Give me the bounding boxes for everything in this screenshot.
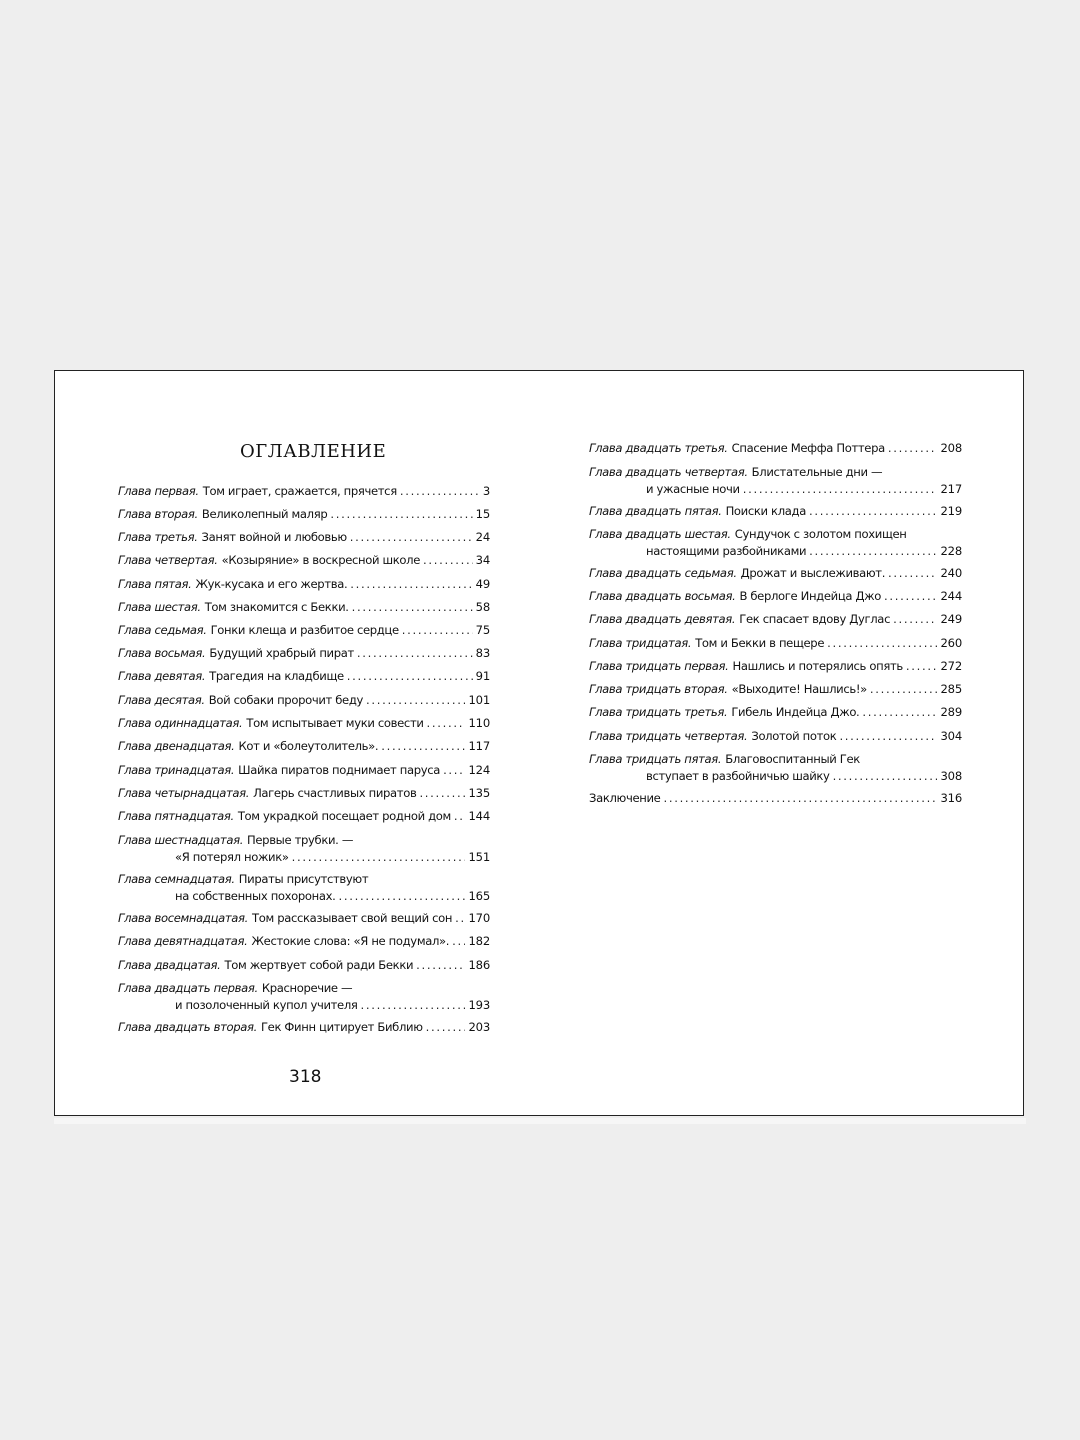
chapter-number: Глава двадцать шестая. bbox=[589, 527, 731, 541]
toc-entry-line bbox=[118, 692, 490, 709]
dot-leader bbox=[423, 552, 473, 569]
entry-page-number: 117 bbox=[468, 739, 490, 753]
toc-entry-line bbox=[589, 588, 962, 605]
chapter-number: Глава двадцать седьмая. bbox=[589, 566, 737, 580]
entry-page-number: 58 bbox=[475, 600, 490, 614]
entry-page-number: 208 bbox=[940, 441, 962, 455]
toc-entry bbox=[118, 980, 490, 1014]
toc-entry-line bbox=[589, 503, 962, 520]
entry-page-number: 83 bbox=[475, 646, 490, 660]
page-edge-shadow bbox=[54, 1118, 1026, 1124]
entry-page-number: 135 bbox=[468, 786, 490, 800]
toc-entry-line bbox=[118, 785, 490, 802]
toc-entry-line bbox=[118, 668, 490, 685]
chapter-number: Глава четырнадцатая. bbox=[118, 786, 250, 800]
chapter-title: Гонки клеща и разбитое сердце bbox=[210, 623, 399, 637]
toc-title-text: ОГЛАВЛЕНИЕ bbox=[240, 441, 387, 462]
chapter-title: Лагерь счастливых пиратов bbox=[253, 786, 417, 800]
toc-entry-line bbox=[589, 658, 962, 675]
entry-page-number: 3 bbox=[482, 484, 490, 498]
entry-page-number: 249 bbox=[940, 612, 962, 626]
chapter-title: Золотой поток bbox=[751, 729, 837, 743]
chapter-number: Глава двадцать четвертая. bbox=[589, 465, 748, 479]
entry-page-number: 316 bbox=[940, 791, 962, 805]
chapter-title: Блистательные дни — bbox=[751, 465, 883, 479]
chapter-number: Глава двадцать вторая. bbox=[118, 1020, 257, 1034]
toc-entry-line bbox=[589, 440, 962, 457]
chapter-number: Глава третья. bbox=[118, 530, 198, 544]
entry-page-number: 244 bbox=[940, 589, 962, 603]
toc-entry bbox=[589, 503, 962, 520]
toc-entry bbox=[118, 483, 490, 500]
entry-page-number: 285 bbox=[940, 682, 962, 696]
entry-page-number: 170 bbox=[468, 911, 490, 925]
chapter-number: Глава тридцать пятая. bbox=[589, 752, 722, 766]
toc-entry bbox=[118, 529, 490, 546]
entry-page-number: 203 bbox=[468, 1020, 490, 1034]
chapter-title: Поиски клада bbox=[725, 504, 806, 518]
chapter-title: Том испытывает муки совести bbox=[246, 716, 424, 730]
dot-leader bbox=[893, 611, 937, 628]
toc-entry-line bbox=[118, 849, 490, 866]
chapter-number: Глава тридцать третья. bbox=[589, 705, 728, 719]
chapter-title: Том и Бекки в пещере bbox=[695, 636, 825, 650]
entry-page-number: 49 bbox=[475, 577, 490, 591]
toc-entry bbox=[118, 910, 490, 927]
chapter-title: Сундучок с золотом похищен bbox=[734, 527, 907, 541]
chapter-number: Глава двенадцатая. bbox=[118, 739, 235, 753]
toc-entry-line bbox=[118, 957, 490, 974]
toc-entry bbox=[589, 464, 962, 498]
dot-leader bbox=[809, 543, 937, 560]
chapter-number: Глава шестнадцатая. bbox=[118, 833, 244, 847]
chapter-title: Том украдкой посещает родной дом bbox=[237, 809, 451, 823]
entry-page-number: 228 bbox=[940, 544, 962, 558]
toc-entry bbox=[589, 681, 962, 698]
dot-leader bbox=[350, 576, 472, 593]
entry-page-number: 308 bbox=[940, 769, 962, 783]
dot-leader bbox=[339, 888, 466, 905]
chapter-title: Нашлись и потерялись опять bbox=[732, 659, 903, 673]
toc-entry bbox=[118, 599, 490, 616]
dot-leader bbox=[361, 997, 466, 1014]
chapter-number: Глава двадцатая. bbox=[118, 958, 221, 972]
toc-entry-line bbox=[118, 910, 490, 927]
toc-entry-line bbox=[589, 611, 962, 628]
chapter-title: «Я потерял ножик» bbox=[175, 850, 289, 864]
entry-page-number: 24 bbox=[475, 530, 490, 544]
toc-entry-line bbox=[118, 933, 490, 950]
toc-entry bbox=[118, 506, 490, 523]
toc-entry bbox=[589, 790, 962, 807]
chapter-number: Глава восемнадцатая. bbox=[118, 911, 248, 925]
toc-entry bbox=[589, 658, 962, 675]
chapter-number: Глава восьмая. bbox=[118, 646, 206, 660]
chapter-number: Глава двадцать первая. bbox=[118, 981, 258, 995]
entry-page-number: 240 bbox=[940, 566, 962, 580]
dot-leader bbox=[402, 622, 473, 639]
entry-page-number: 182 bbox=[468, 934, 490, 948]
chapter-title: Трагедия на кладбище bbox=[209, 669, 344, 683]
toc-entry bbox=[589, 704, 962, 721]
toc-entry bbox=[118, 552, 490, 569]
entry-page-number: 260 bbox=[940, 636, 962, 650]
toc-entry bbox=[589, 728, 962, 745]
chapter-number: Глава двадцать восьмая. bbox=[589, 589, 736, 603]
toc-entry-line bbox=[118, 506, 490, 523]
chapter-title: Спасение Меффа Поттера bbox=[731, 441, 885, 455]
chapter-number: Глава двадцать пятая. bbox=[589, 504, 722, 518]
chapter-title: Гек Финн цитирует Библию bbox=[260, 1020, 423, 1034]
chapter-title: В берлоге Индейца Джо bbox=[739, 589, 881, 603]
dot-leader bbox=[416, 957, 465, 974]
dot-leader bbox=[381, 738, 465, 755]
toc-entry-line bbox=[589, 768, 962, 785]
dot-leader bbox=[426, 1019, 466, 1036]
chapter-number: Глава седьмая. bbox=[118, 623, 207, 637]
toc-entry-line bbox=[118, 997, 490, 1014]
dot-leader bbox=[455, 910, 465, 927]
entry-page-number: 91 bbox=[475, 669, 490, 683]
chapter-number: Глава четвертая. bbox=[118, 553, 218, 567]
dot-leader bbox=[906, 658, 938, 675]
chapter-number: Глава пятнадцатая. bbox=[118, 809, 234, 823]
dot-leader bbox=[352, 599, 473, 616]
toc-entry bbox=[118, 871, 490, 905]
chapter-number: Глава девятнадцатая. bbox=[118, 934, 248, 948]
chapter-title: и ужасные ночи bbox=[646, 482, 740, 496]
entry-page-number: 15 bbox=[475, 507, 490, 521]
toc-entry-line bbox=[118, 645, 490, 662]
chapter-title: Том жертвует собой ради Бекки bbox=[224, 958, 414, 972]
chapter-number: Глава вторая. bbox=[118, 507, 198, 521]
toc-entry bbox=[118, 738, 490, 755]
toc-entry bbox=[118, 576, 490, 593]
chapter-number: Глава шестая. bbox=[118, 600, 201, 614]
chapter-title: Благовоспитанный Гек bbox=[725, 752, 860, 766]
chapter-number: Глава тридцать четвертая. bbox=[589, 729, 748, 743]
entry-page-number: 186 bbox=[468, 958, 490, 972]
dot-leader bbox=[888, 440, 938, 457]
toc-entry-line bbox=[118, 832, 490, 849]
toc-entry-line bbox=[589, 790, 962, 807]
chapter-title: вступает в разбойничью шайку bbox=[646, 769, 830, 783]
entry-page-number: 272 bbox=[940, 659, 962, 673]
toc-entry bbox=[118, 785, 490, 802]
chapter-title: Жук-кусака и его жертва. bbox=[195, 577, 348, 591]
toc-entry bbox=[118, 715, 490, 732]
chapter-number: Глава первая. bbox=[118, 484, 199, 498]
toc-entry-line bbox=[589, 681, 962, 698]
chapter-number: Глава двадцать девятая. bbox=[589, 612, 736, 626]
entry-page-number: 289 bbox=[940, 705, 962, 719]
chapter-title: Том играет, сражается, прячется bbox=[202, 484, 397, 498]
toc-entry-line bbox=[118, 1019, 490, 1036]
chapter-title: Занят войной и любовью bbox=[201, 530, 347, 544]
toc-entry bbox=[118, 622, 490, 639]
dot-leader bbox=[443, 762, 465, 779]
toc-entry-line bbox=[118, 576, 490, 593]
dot-leader bbox=[809, 503, 938, 520]
toc-entry-line bbox=[118, 529, 490, 546]
toc-entry bbox=[589, 565, 962, 582]
toc-entry-line bbox=[118, 552, 490, 569]
toc-entry-line bbox=[589, 635, 962, 652]
toc-entry-line bbox=[118, 762, 490, 779]
toc-entry bbox=[118, 808, 490, 825]
chapter-number: Глава двадцать третья. bbox=[589, 441, 728, 455]
toc-entry-line bbox=[589, 526, 962, 543]
toc-entry bbox=[589, 611, 962, 628]
chapter-number: Глава семнадцатая. bbox=[118, 872, 235, 886]
chapter-number: Глава пятая. bbox=[118, 577, 192, 591]
chapter-title: Первые трубки. — bbox=[247, 833, 354, 847]
chapter-title: настоящими разбойниками bbox=[646, 544, 807, 558]
book-spread bbox=[54, 370, 1024, 1116]
entry-page-number: 144 bbox=[468, 809, 490, 823]
dot-leader bbox=[884, 588, 937, 605]
toc-entry-line bbox=[589, 728, 962, 745]
toc-entry-line bbox=[589, 543, 962, 560]
toc-entry-line bbox=[118, 808, 490, 825]
page-number: 318 bbox=[289, 1067, 322, 1087]
entry-page-number: 34 bbox=[475, 553, 490, 567]
dot-leader bbox=[454, 808, 466, 825]
toc-title bbox=[118, 441, 490, 462]
chapter-title: Кот и «болеутолитель». bbox=[238, 739, 379, 753]
dot-leader bbox=[427, 715, 466, 732]
dot-leader bbox=[833, 768, 938, 785]
dot-leader bbox=[292, 849, 466, 866]
toc-entry-line bbox=[589, 464, 962, 481]
chapter-title: Том рассказывает свой вещий сон bbox=[252, 911, 453, 925]
toc-entry-line bbox=[118, 483, 490, 500]
chapter-title: Будущий храбрый пират bbox=[209, 646, 354, 660]
entry-page-number: 151 bbox=[468, 850, 490, 864]
toc-entry-line bbox=[118, 622, 490, 639]
entry-page-number: 124 bbox=[468, 763, 490, 777]
entry-page-number: 165 bbox=[468, 889, 490, 903]
chapter-number: Глава одиннадцатая. bbox=[118, 716, 243, 730]
toc-entry bbox=[589, 526, 962, 560]
toc-entry bbox=[118, 762, 490, 779]
chapter-title: Вой собаки пророчит беду bbox=[208, 693, 363, 707]
dot-leader bbox=[452, 933, 465, 950]
toc-entry bbox=[118, 645, 490, 662]
chapter-number: Глава десятая. bbox=[118, 693, 205, 707]
entry-page-number: 304 bbox=[940, 729, 962, 743]
toc-entry-line bbox=[118, 715, 490, 732]
entry-page-number: 75 bbox=[475, 623, 490, 637]
toc-entry-line bbox=[589, 751, 962, 768]
toc-entry-line bbox=[589, 481, 962, 498]
dot-leader bbox=[400, 483, 480, 500]
toc-entry bbox=[118, 1019, 490, 1036]
chapter-title: «Козыряние» в воскресной школе bbox=[221, 553, 421, 567]
chapter-title: «Выходите! Нашлись!» bbox=[731, 682, 867, 696]
toc-entry bbox=[118, 668, 490, 685]
dot-leader bbox=[827, 635, 937, 652]
chapter-title: на собственных похоронах. bbox=[175, 889, 336, 903]
dot-leader bbox=[366, 692, 465, 709]
toc-entry-line bbox=[118, 871, 490, 888]
chapter-title: и позолоченный купол учителя bbox=[175, 998, 358, 1012]
chapter-title: Шайка пиратов поднимает паруса bbox=[238, 763, 441, 777]
chapter-title: Жестокие слова: «Я не подумал». bbox=[251, 934, 450, 948]
dot-leader bbox=[839, 728, 937, 745]
dot-leader bbox=[419, 785, 465, 802]
toc-entry bbox=[118, 933, 490, 950]
toc-entry bbox=[118, 957, 490, 974]
toc-entry-line bbox=[589, 704, 962, 721]
toc-entry-line bbox=[589, 565, 962, 582]
chapter-title: Красноречие — bbox=[261, 981, 353, 995]
dot-leader bbox=[888, 565, 937, 582]
toc-entry bbox=[589, 635, 962, 652]
entry-page-number: 217 bbox=[940, 482, 962, 496]
entry-page-number: 101 bbox=[468, 693, 490, 707]
chapter-number: Глава тридцать первая. bbox=[589, 659, 729, 673]
toc-entry-line bbox=[118, 888, 490, 905]
dot-leader bbox=[743, 481, 938, 498]
dot-leader bbox=[350, 529, 473, 546]
chapter-number: Глава тридцатая. bbox=[589, 636, 692, 650]
chapter-number: Глава тринадцатая. bbox=[118, 763, 235, 777]
entry-page-number: 219 bbox=[940, 504, 962, 518]
dot-leader bbox=[347, 668, 473, 685]
dot-leader bbox=[663, 790, 937, 807]
toc-entry bbox=[118, 692, 490, 709]
toc-entry bbox=[589, 751, 962, 785]
entry-page-number: 110 bbox=[468, 716, 490, 730]
dot-leader bbox=[330, 506, 472, 523]
toc-entry-line bbox=[118, 980, 490, 997]
toc-entry-line bbox=[118, 738, 490, 755]
chapter-title: Дрожат и выслеживают. bbox=[740, 566, 886, 580]
chapter-title: Том знакомится с Бекки. bbox=[204, 600, 349, 614]
dot-leader bbox=[357, 645, 473, 662]
chapter-title: Великолепный маляр bbox=[201, 507, 328, 521]
chapter-title: Пираты присутствуют bbox=[238, 872, 369, 886]
chapter-number: Глава девятая. bbox=[118, 669, 206, 683]
chapter-title: Гек спасает вдову Дуглас bbox=[739, 612, 891, 626]
chapter-title: Гибель Индейца Джо. bbox=[731, 705, 860, 719]
entry-page-number: 193 bbox=[468, 998, 490, 1012]
toc-entry bbox=[589, 588, 962, 605]
dot-leader bbox=[862, 704, 937, 721]
chapter-number: Глава тридцать вторая. bbox=[589, 682, 728, 696]
dot-leader bbox=[870, 681, 938, 698]
chapter-title: Заключение bbox=[589, 791, 661, 805]
toc-entry bbox=[118, 832, 490, 866]
toc-entry bbox=[589, 440, 962, 457]
toc-entry-line bbox=[118, 599, 490, 616]
